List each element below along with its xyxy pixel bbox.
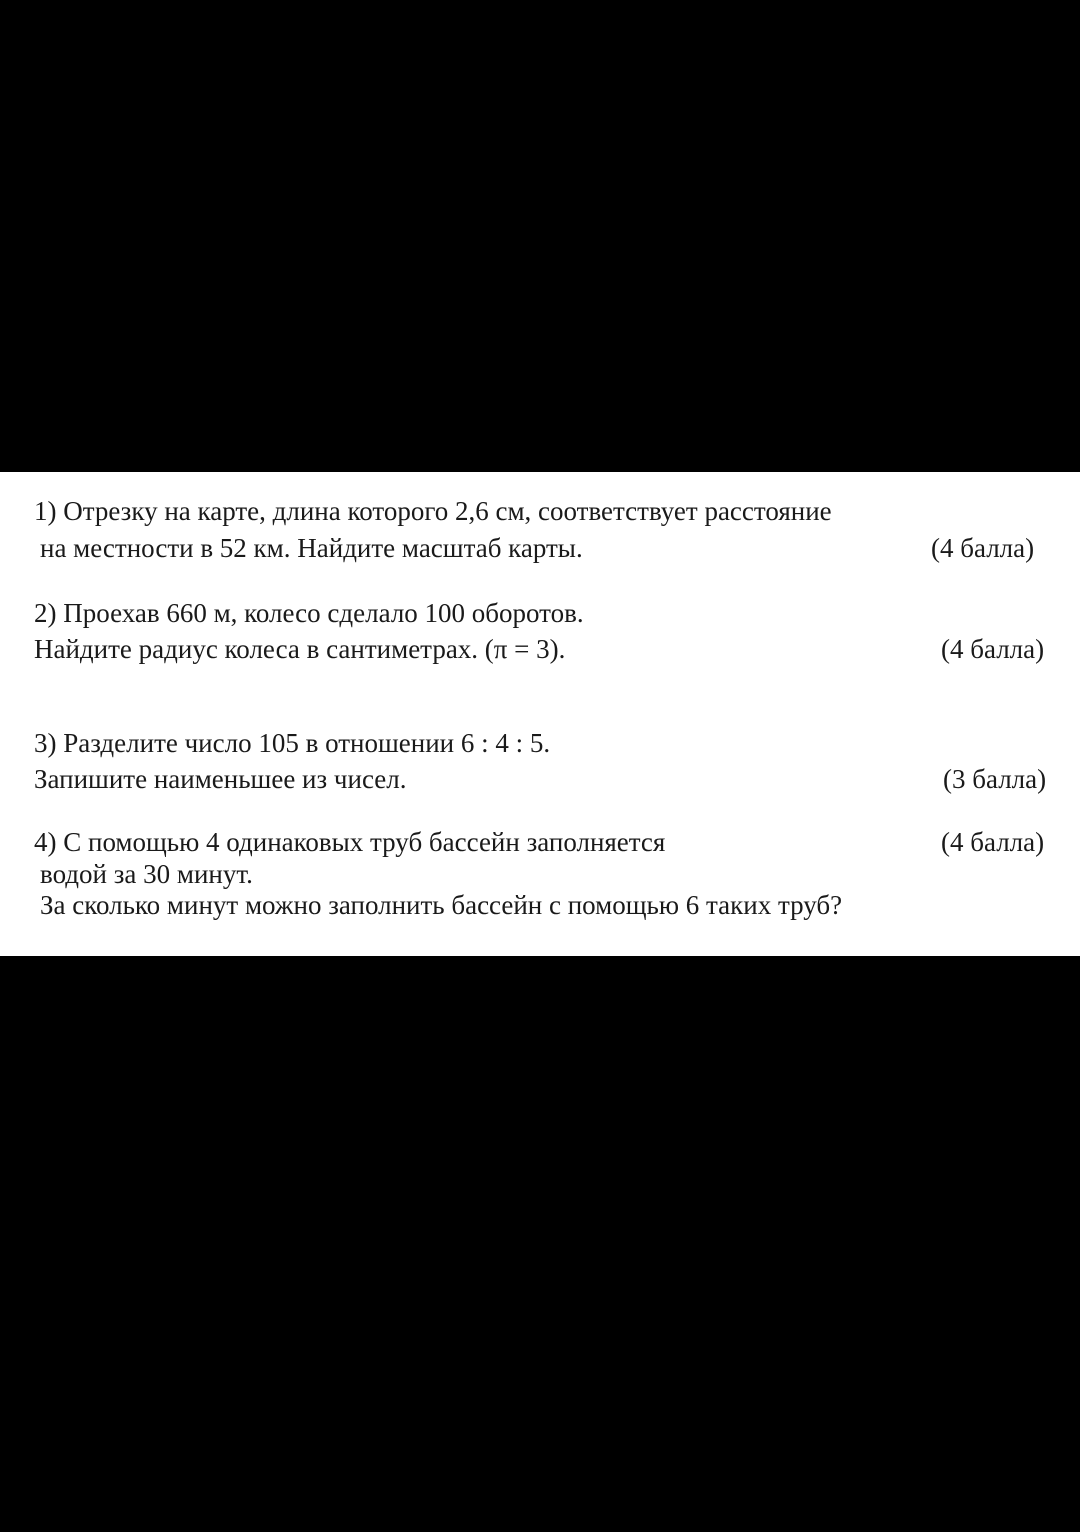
worksheet — [0, 472, 1080, 956]
problem-2-points: (4 балла) — [941, 634, 1045, 664]
problem-4-line-3: За сколько минут можно заполнить бассейн с помощью 6 таких труб? — [40, 890, 843, 920]
problem-2-line-1: 2) Проехав 660 м, колесо сделало 100 оборотов. — [34, 598, 584, 628]
problem-4-line-2: водой за 30 минут. — [40, 859, 253, 889]
problem-3-points: (3 балла) — [943, 764, 1047, 794]
problem-1-line-2: на местности в 52 км. Найдите масштаб карты. — [40, 533, 583, 563]
problem-1-points: (4 балла) — [931, 533, 1035, 563]
problem-3-line-2: Запишите наименьшее из чисел. — [34, 764, 407, 794]
problem-3-line-1: 3) Разделите число 105 в отношении 6 : 4 : 5. — [34, 728, 551, 758]
problem-4-points: (4 балла) — [941, 827, 1045, 857]
problem-1-line-1: 1) Отрезку на карте, длина которого 2,6 см, соответствует расстояние — [34, 496, 832, 526]
problem-2-line-2: Найдите радиус колеса в сантиметрах. (π = 3). — [34, 634, 566, 664]
problem-4-line-1: 4) С помощью 4 одинаковых труб бассейн заполняется — [34, 827, 666, 857]
